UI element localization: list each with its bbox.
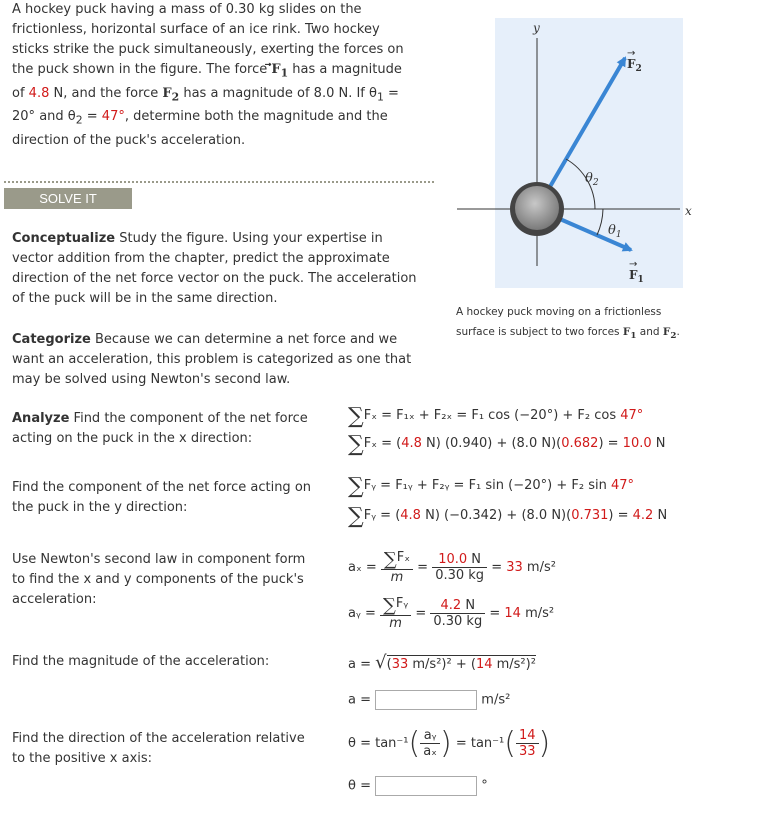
f1-arrow-accent: → xyxy=(629,259,638,270)
fy-equation-1: ∑Fᵧ = F₁ᵧ + F₂ᵧ = F₁ sin (−20°) + F₂ sin 47° xyxy=(348,474,635,499)
fy-equation-2: ∑Fᵧ = (4.8 N) (−0.342) + (8.0 N)(0.731) = 4.2 N xyxy=(348,504,668,529)
f1-vector-symbol: $F_1$ xyxy=(271,62,289,80)
analyze-step: Analyze Find the component of the net force acting on the puck in the x direction: xyxy=(12,411,308,446)
direction-equation: θ = tan⁻¹( $\frac{\text{aᵧ}}{\text{aₓ}}$ ) = tan⁻¹( $\frac{14}{33}$ ) xyxy=(348,726,551,761)
magnitude-answer-input[interactable] xyxy=(375,690,477,710)
figure-background xyxy=(495,18,683,288)
f2-vector-symbol: $F_2$ xyxy=(162,85,180,104)
find-y-step: Find the component of the net force acting on the puck in the y direction: xyxy=(12,480,312,515)
f1-label: $F_1$ xyxy=(629,268,644,285)
magnitude-step: Find the magnitude of the acceleration: xyxy=(12,654,270,669)
theta2-label: $\theta_2$ xyxy=(585,171,599,188)
force-diagram xyxy=(455,18,715,288)
f1-magnitude-value: 4.8 xyxy=(28,85,50,101)
fx-equation-1: ∑Fₓ = F₁ₓ + F₂ₓ = F₁ cos (−20°) + F₂ cos 47° xyxy=(348,404,644,429)
puck xyxy=(515,186,559,230)
direction-answer-row: θ = ° xyxy=(348,776,488,796)
theta2-value: 47° xyxy=(101,109,125,125)
magnitude-answer-row: a = m/s² xyxy=(348,690,510,710)
f2-label: $F_2$ xyxy=(627,57,642,74)
solve-it-label: SOLVE IT xyxy=(4,188,132,209)
direction-answer-input[interactable] xyxy=(375,776,477,796)
section-divider xyxy=(4,181,434,183)
conceptualize-step: Conceptualize Study the figure. Using your expertise in vector addition from the chapter, predict the approximate direction of the net force vector on the puck. The acceleration of the puck will be in the same direction. xyxy=(12,231,417,306)
ax-equation: aₓ = $\frac{\text{∑Fₓ}}{m}$ = $\frac{10.0 N}{0.30 kg}$ = 33 m/s² xyxy=(348,549,556,585)
magnitude-equation: a = √(33 m/s²)² + (14 m/s²)² xyxy=(348,652,536,673)
direction-step: Find the direction of the acceleration relative to the positive x axis: xyxy=(12,731,305,766)
f2-arrow-accent: → xyxy=(627,48,636,59)
theta1-label: $\theta_1$ xyxy=(608,223,622,240)
fx-equation-2: ∑Fₓ = (4.8 N) (0.940) + (8.0 N)(0.682) = 10.0 N xyxy=(348,432,666,457)
ay-equation: aᵧ = $\frac{\text{∑Fᵧ}}{m}$ = $\frac{4.2 N}{0.30 kg}$ = 14 m/s² xyxy=(348,595,555,631)
y-axis-label: y xyxy=(533,21,540,35)
categorize-step: Categorize Because we can determine a net force and we want an acceleration, this problem is categorized as one that may be solved using Newton's second law. xyxy=(12,332,412,387)
x-axis-label: x xyxy=(685,204,692,218)
newton-step: Use Newton's second law in component form to find the x and y components of the puck's acceleration: xyxy=(12,552,306,607)
problem-statement: A hockey puck having a mass of 0.30 kg slides on the frictionless, horizontal surface of an ice rink. Two hockey sticks strike the puck simultaneously, exerting the forces on the puck shown in the figure. The force $F_1$ has a magnitude of 4.8 N, and the force $F_2$ has a magnitude of 8.0 N. If $\theta_1 = 20^\circ$ and $\theta_2 = 47^\circ$, determine both the magnitude and the direction of the puck's acceleration. xyxy=(12,2,404,148)
figure-caption: A hockey puck moving on a frictionless surface is subject to two forces $F_1$ and $F_2$. xyxy=(456,306,680,342)
